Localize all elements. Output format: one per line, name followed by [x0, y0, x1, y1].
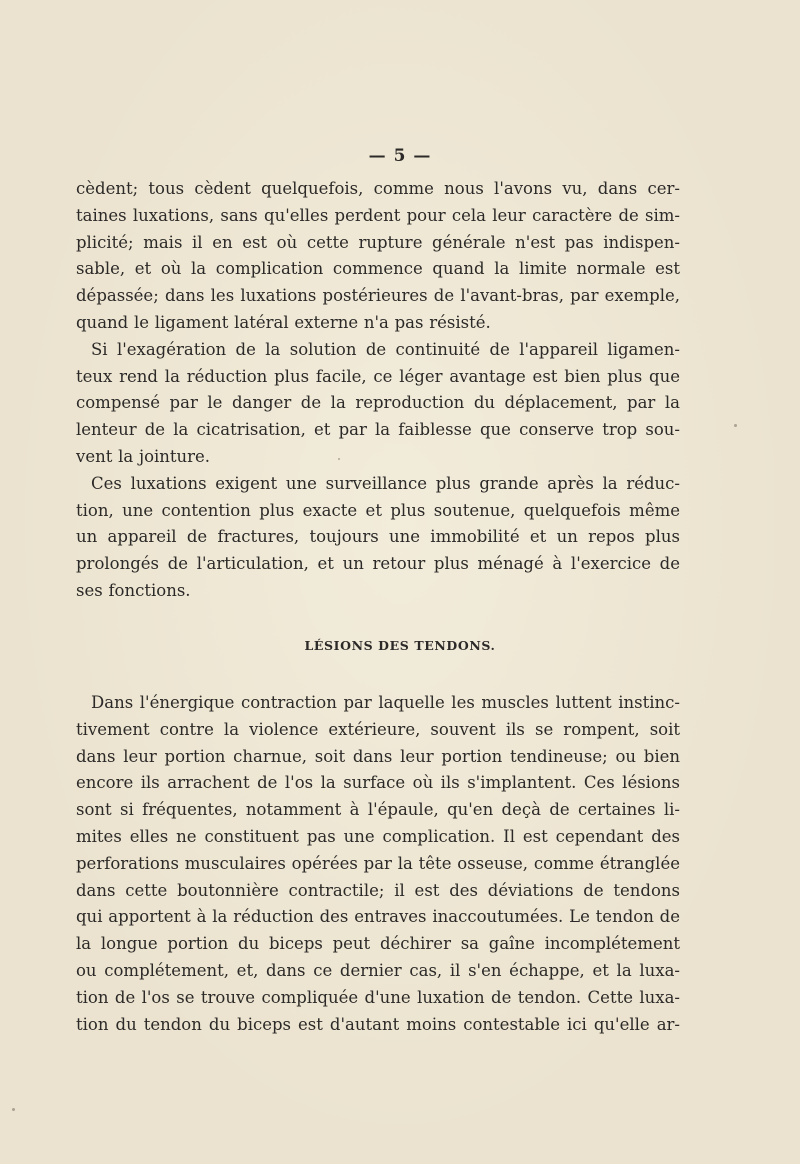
text-line: Si l'exagération de la solution de continuité de l'appareil ligamen- — [91, 339, 680, 359]
text-line: mites elles ne constituent pas une complication. Il est cependant des — [76, 826, 680, 846]
paragraph — [76, 337, 680, 471]
text-line: sable, et où la complication commence quand la limite normale est — [76, 259, 680, 279]
text-line: perforations musculaires opérées par la tête osseuse, comme étranglée — [76, 853, 680, 873]
text-line: la longue portion du biceps peut déchirer sa gaîne incomplétement — [76, 934, 680, 954]
text-line: tion, une contention plus exacte et plus soutenue, quelquefois même — [76, 500, 680, 520]
body-text-top — [76, 176, 680, 605]
text-line: quand le ligament latéral externe n'a pas résisté. — [76, 312, 491, 332]
text-line: tion de l'os se trouve compliquée d'une luxation de tendon. Cette luxa- — [76, 987, 680, 1007]
paragraph — [76, 690, 680, 1038]
text-line: dans leur portion charnue, soit dans leur portion tendineuse; ou bien — [76, 746, 680, 766]
text-line: qui apportent à la réduction des entraves inaccoutumées. Le tendon de — [76, 907, 680, 927]
paragraph — [76, 471, 680, 605]
text-line: Dans l'énergique contraction par laquelle les muscles luttent instinc- — [91, 693, 680, 712]
text-line: ou complétement, et, dans ce dernier cas, il s'en échappe, et la luxa- — [76, 960, 680, 980]
text-line: dépassée; dans les luxations postérieures de l'avant-bras, par exemple, — [76, 286, 680, 306]
text-line: Ces luxations exigent une surveillance plus grande après la réduc- — [91, 473, 680, 493]
text-line: taines luxations, sans qu'elles perdent pour cela leur caractère de sim- — [76, 205, 680, 225]
text-line: encore ils arrachent de l'os la surface où ils s'implantent. Ces lésions — [76, 773, 680, 793]
text-line: dans cette boutonnière contractile; il est des déviations de tendons — [76, 880, 680, 900]
text-line: prolongés de l'articulation, et un retour plus ménagé à l'exercice de — [76, 554, 680, 574]
text-line: compensé par le danger de la reproduction du déplacement, par la — [76, 393, 680, 413]
paper-speck — [12, 1108, 15, 1111]
paper-speck — [734, 424, 737, 427]
paper-speck — [338, 458, 340, 460]
page-number: — 5 — — [368, 146, 432, 166]
text-line: vent la jointure. — [76, 446, 211, 466]
text-line: lenteur de la cicatrisation, et par la faiblesse que conserve trop sou- — [76, 420, 680, 440]
text-line: ses fonctions. — [76, 580, 191, 600]
body-text-bottom — [76, 690, 680, 1038]
text-line: cèdent; tous cèdent quelquefois, comme nous l'avons vu, dans cer- — [76, 179, 680, 198]
paragraph — [76, 176, 680, 337]
section-heading: LÉSIONS DES TENDONS. — [304, 638, 496, 653]
text-line: tivement contre la violence extérieure, souvent ils se rompent, soit — [76, 719, 680, 739]
text-line: tion du tendon du biceps est d'autant moins contestable ici qu'elle ar- — [76, 1014, 680, 1034]
text-line: plicité; mais il en est où cette rupture générale n'est pas indispen- — [76, 232, 680, 252]
text-line: sont si fréquentes, notamment à l'épaule, qu'en deçà de certaines li- — [76, 800, 680, 820]
text-line: teux rend la réduction plus facile, ce léger avantage est bien plus que — [76, 366, 680, 386]
text-line: un appareil de fractures, toujours une immobilité et un repos plus — [76, 527, 680, 547]
